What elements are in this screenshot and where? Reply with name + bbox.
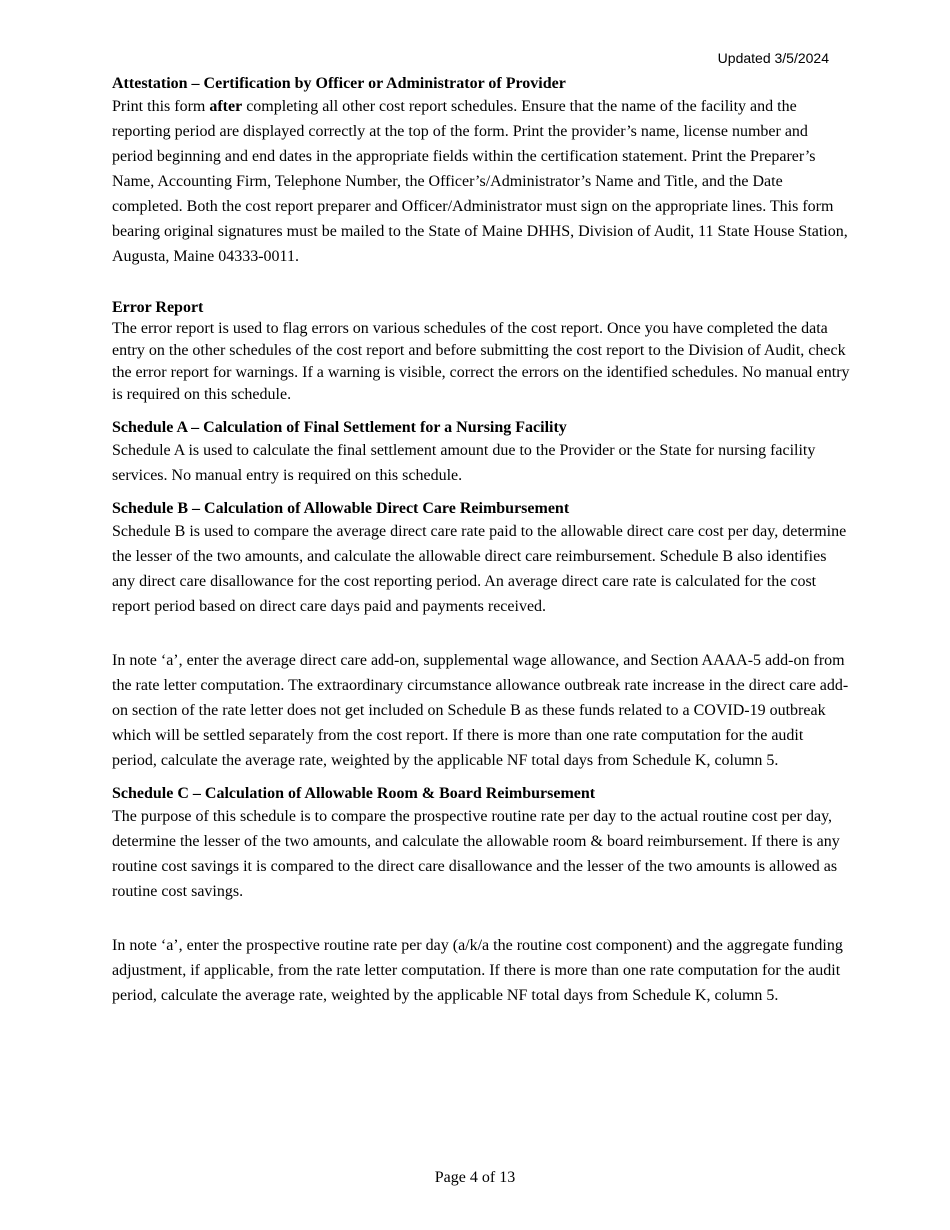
- section-text: In note ‘a’, enter the prospective routine rate per day (a/k/a the routine cost component) and the aggregate funding adjustment, if applicable, from the rate letter computation. If there is more than one rate computation for the audit period, calculate the average rate, weighted by the applicable NF total days from Schedule K, column 5.: [112, 937, 843, 1004]
- text-bold: after: [209, 98, 243, 115]
- section-text: [112, 94, 852, 269]
- section-schedule-b: [112, 499, 852, 773]
- section-text: The purpose of this schedule is to compare the prospective routine rate per day to the actual routine cost per day, determine the lesser of the two amounts, and calculate the allowable room & board reimbursement. If there is any routine cost savings it is compared to the direct care disallowance and the lesser of the two amounts is allowed as routine cost savings.: [112, 808, 840, 900]
- section-schedule-a: [112, 418, 852, 488]
- section-text: The error report is used to flag errors on various schedules of the cost report. Once you have completed the data entry on the other schedules of the cost report and before submitting the cost report to the Division of Audit, check the error report for warnings. If a warning is visible, correct the errors on the identified schedules. No manual entry is required on this schedule.: [112, 320, 850, 403]
- section-text: Schedule A is used to calculate the final settlement amount due to the Provider or the State for nursing facility services. No manual entry is required on this schedule.: [112, 442, 816, 484]
- section-heading: Schedule A – Calculation of Final Settlement for a Nursing Facility: [112, 419, 567, 436]
- section-attestation: [112, 74, 852, 269]
- section-error-report: [112, 298, 852, 406]
- page-number: Page 4 of 13: [434, 1169, 516, 1186]
- document-body: [112, 74, 852, 1008]
- section-heading: Error Report: [112, 299, 204, 316]
- section-heading: Attestation – Certification by Officer or Administrator of Provider: [112, 75, 566, 92]
- section-heading: Schedule C – Calculation of Allowable Room & Board Reimbursement: [112, 785, 596, 802]
- section-text: Schedule B is used to compare the average direct care rate paid to the allowable direct care cost per day, determine the lesser of the two amounts, and calculate the allowable direct care reimbursement. Schedule B also identifies any direct care disallowance for the cost reporting period. An average direct care rate is calculated for the cost report period based on direct care days paid and payments received.: [112, 523, 847, 615]
- section-heading: Schedule B – Calculation of Allowable Direct Care Reimbursement: [112, 500, 570, 517]
- text-run: completing all other cost report schedules. Ensure that the name of the facility and the reporting period are displayed correctly at the top of the form. Print the provider’s name, license number and period beginning and end dates in the appropriate fields within the certification statement. Print the Preparer’s Name, Accounting Firm, Telephone Number, the Officer’s/Administrator’s Name and Title, and the Date completed. Both the cost report preparer and Officer/Administrator must sign on the appropriate lines. This form bearing original signatures must be mailed to the State of Maine DHHS, Division of Audit, 11 State House Station, Augusta, Maine 04333-0011.: [112, 98, 848, 265]
- updated-date: Updated 3/5/2024: [717, 50, 829, 66]
- section-schedule-c: [112, 784, 852, 1008]
- section-text: In note ‘a’, enter the average direct care add-on, supplemental wage allowance, and Section AAAA-5 add-on from the rate letter computation. The extraordinary circumstance allowance outbreak rate increase in the direct care add-on section of the rate letter does not get included on Schedule B as these funds related to a COVID-19 outbreak which will be settled separately from the cost report. If there is more than one rate computation for the audit period, calculate the average rate, weighted by the applicable NF total days from Schedule K, column 5.: [112, 652, 849, 769]
- text-run: Print this form: [112, 98, 210, 115]
